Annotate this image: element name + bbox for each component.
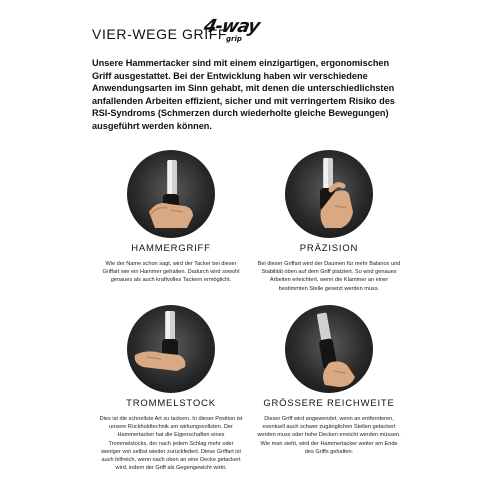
hand-holding-stapler-icon bbox=[127, 305, 215, 393]
grip-description: Dies ist die schnellste Art zu tackern. In dieser Position ist unsere Rückholdtechnik am wirkungsvollsten. Der Hammertacker hat die Eigenschaften eines Trommelstocks, der nach jedem Schlag mehr oder weniger von selbst wieder zurückfedert. Diese Griffart ist auch hilfreich, wenn nach oben an eine Decke getackert wird, indem der Griff als Gegengewicht wirkt. bbox=[99, 416, 243, 472]
grip-title: HAMMERGRIFF bbox=[131, 243, 211, 254]
grip-description: Dieser Griff wird angewendet, wenn an entfernteren, eventuell auch schwer zugänglichen Stellen getackert werden muss oder hohe Decken erreicht werden müssen. Wie man sieht, wird der Hammertacker weiter am Ende des Griffs gehalten. bbox=[257, 416, 401, 455]
page-title: VIER-WEGE GRIFF bbox=[92, 26, 227, 42]
hand-holding-stapler-icon bbox=[285, 150, 373, 238]
grip-description: Bei dieser Griffart wird der Daumen für mehr Balance und Stabilität oben auf dem Griff platziert. So wird genaues Arbeiten erleichtert, wenn die Klammer an einer bestimmten Stelle gesetzt werden muss. bbox=[257, 261, 401, 292]
four-way-grip-logo bbox=[201, 16, 264, 46]
logo-main-text: 4-way bbox=[201, 16, 262, 37]
grip-title: TROMMELSTOCK bbox=[126, 398, 216, 409]
header bbox=[92, 16, 412, 50]
hand-holding-stapler-icon bbox=[285, 305, 373, 393]
hammer-grip-photo bbox=[127, 150, 215, 238]
extended-reach-grip-photo bbox=[285, 305, 373, 393]
drumstick-grip-photo bbox=[127, 305, 215, 393]
grip-title: GRÖSSERE REICHWEITE bbox=[263, 398, 395, 409]
grip-title: PRÄZISION bbox=[299, 243, 359, 254]
intro-paragraph: Unsere Hammertacker sind mit einem einzigartigen, ergonomischen Griff ausgestattet. Bei der Entwicklung haben wir verschiedene Anwendungsarten im Sinn gehabt, mit denen die unterschiedlichsten anfallenden Arbeiten effizient, sicher und mit verringertem Risiko des RSI-Syndroms (Schmerzen durch wiederholte gleiche Bewegungen) ausgeführt werden können. bbox=[92, 58, 395, 131]
grip-description: Wie der Name schon sagt, wird der Tacker bei dieser Griffart wie ein Hammer gehalten. Dadurch wird sowohl genaues als auch kraftvolles Tackern ermöglicht. bbox=[102, 261, 240, 284]
precision-grip-photo bbox=[285, 150, 373, 238]
hand-holding-stapler-icon bbox=[127, 150, 215, 238]
logo-sub-text: grip bbox=[226, 35, 242, 43]
